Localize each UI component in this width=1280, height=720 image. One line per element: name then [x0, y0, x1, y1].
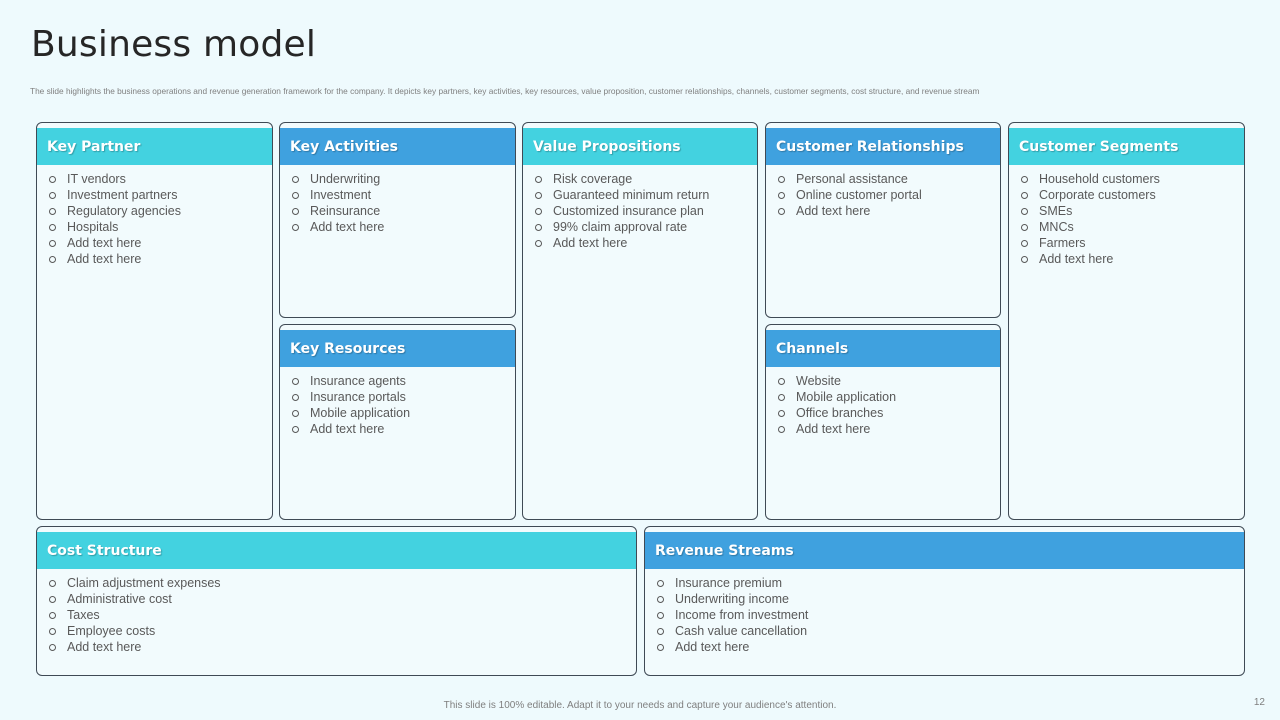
list-item-text: Farmers — [1039, 236, 1086, 250]
list-item-text: IT vendors — [67, 172, 126, 186]
customer-relationships-card — [765, 122, 1001, 318]
revenue-streams-header: Revenue Streams — [645, 532, 1244, 569]
list-item — [291, 421, 509, 437]
list-item-text: Household customers — [1039, 172, 1160, 186]
list-item — [656, 639, 1238, 655]
bullet-icon — [778, 426, 785, 433]
page-number: 12 — [1253, 697, 1265, 708]
list-item-text: Office branches — [796, 406, 884, 420]
slide-title: Business model — [31, 24, 317, 65]
list-item-text: Add text here — [310, 422, 385, 436]
revenue-streams-card — [644, 526, 1245, 676]
bullet-icon — [657, 612, 664, 619]
bullet-icon — [292, 224, 299, 231]
key-resources-list — [291, 373, 509, 437]
bullet-icon — [49, 580, 56, 587]
key-resources-header: Key Resources — [280, 330, 515, 367]
bullet-icon — [292, 208, 299, 215]
channels-card — [765, 324, 1001, 520]
bullet-icon — [778, 192, 785, 199]
list-item — [534, 187, 751, 203]
list-item — [48, 171, 266, 187]
bullet-icon — [292, 410, 299, 417]
list-item — [656, 591, 1238, 607]
list-item — [777, 203, 994, 219]
list-item-text: Risk coverage — [553, 172, 633, 186]
bullet-icon — [49, 176, 56, 183]
bullet-icon — [1021, 224, 1028, 231]
list-item — [48, 575, 630, 591]
list-item — [777, 405, 994, 421]
bullet-icon — [49, 596, 56, 603]
bullet-icon — [49, 192, 56, 199]
cost-structure-card — [36, 526, 637, 676]
list-item-text: Guaranteed minimum return — [553, 188, 710, 202]
bullet-icon — [49, 644, 56, 651]
bullet-icon — [292, 378, 299, 385]
list-item-text: Insurance premium — [675, 576, 782, 590]
list-item — [656, 623, 1238, 639]
list-item-text: Taxes — [67, 608, 100, 622]
key-resources-card — [279, 324, 516, 520]
bullet-icon — [657, 628, 664, 635]
bullet-icon — [1021, 208, 1028, 215]
list-item — [777, 389, 994, 405]
bullet-icon — [49, 628, 56, 635]
list-item-text: 99% claim approval rate — [553, 220, 688, 234]
list-item-text: Add text here — [310, 220, 385, 234]
bullet-icon — [778, 394, 785, 401]
list-item-text: Investment partners — [67, 188, 178, 202]
bullet-icon — [292, 176, 299, 183]
bullet-icon — [292, 192, 299, 199]
list-item — [534, 171, 751, 187]
list-item-text: MNCs — [1039, 220, 1074, 234]
list-item — [48, 623, 630, 639]
cost-structure-list — [48, 575, 630, 655]
list-item-text: Insurance portals — [310, 390, 406, 404]
bullet-icon — [1021, 256, 1028, 263]
list-item-text: Regulatory agencies — [67, 204, 181, 218]
list-item-text: Underwriting income — [675, 592, 789, 606]
list-item-text: Investment — [310, 188, 372, 202]
list-item-text: Mobile application — [796, 390, 897, 404]
cost-structure-header: Cost Structure — [37, 532, 636, 569]
customer-segments-card — [1008, 122, 1245, 520]
list-item — [291, 171, 509, 187]
list-item — [48, 219, 266, 235]
list-item — [656, 607, 1238, 623]
list-item — [1020, 203, 1238, 219]
list-item — [48, 607, 630, 623]
list-item — [291, 373, 509, 389]
customer-segments-header: Customer Segments — [1009, 128, 1244, 165]
bullet-icon — [49, 224, 56, 231]
list-item — [777, 421, 994, 437]
bullet-icon — [1021, 240, 1028, 247]
key-partner-list — [48, 171, 266, 267]
list-item — [48, 235, 266, 251]
list-item-text: Add text here — [67, 252, 142, 266]
customer-segments-list — [1020, 171, 1238, 267]
revenue-streams-list — [656, 575, 1238, 655]
list-item — [291, 219, 509, 235]
list-item-text: Add text here — [796, 204, 871, 218]
key-activities-header: Key Activities — [280, 128, 515, 165]
bullet-icon — [778, 410, 785, 417]
customer-relationships-header: Customer Relationships — [766, 128, 1000, 165]
customer-relationships-list — [777, 171, 994, 219]
list-item-text: Reinsurance — [310, 204, 381, 218]
list-item — [534, 235, 751, 251]
list-item — [48, 187, 266, 203]
value-propositions-card — [522, 122, 758, 520]
list-item-text: Online customer portal — [796, 188, 922, 202]
list-item — [1020, 251, 1238, 267]
list-item — [777, 171, 994, 187]
list-item — [1020, 187, 1238, 203]
bullet-icon — [535, 192, 542, 199]
bullet-icon — [49, 256, 56, 263]
list-item — [1020, 235, 1238, 251]
key-partner-card — [36, 122, 273, 520]
list-item — [1020, 171, 1238, 187]
list-item-text: Employee costs — [67, 624, 156, 638]
list-item — [291, 187, 509, 203]
list-item-text: Add text here — [675, 640, 750, 654]
list-item-text: Add text here — [1039, 252, 1114, 266]
list-item-text: Administrative cost — [67, 592, 172, 606]
bullet-icon — [49, 240, 56, 247]
bullet-icon — [292, 394, 299, 401]
channels-list — [777, 373, 994, 437]
list-item-text: SMEs — [1039, 204, 1073, 218]
key-activities-card — [279, 122, 516, 318]
list-item-text: Underwriting — [310, 172, 381, 186]
bullet-icon — [778, 208, 785, 215]
list-item-text: Website — [796, 374, 841, 388]
list-item — [1020, 219, 1238, 235]
bullet-icon — [535, 240, 542, 247]
bullet-icon — [1021, 192, 1028, 199]
list-item-text: Personal assistance — [796, 172, 908, 186]
list-item-text: Customized insurance plan — [553, 204, 704, 218]
list-item-text: Add text here — [67, 640, 142, 654]
key-activities-list — [291, 171, 509, 235]
bullet-icon — [657, 580, 664, 587]
bullet-icon — [535, 224, 542, 231]
value-propositions-list — [534, 171, 751, 251]
bullet-icon — [49, 612, 56, 619]
list-item-text: Add text here — [796, 422, 871, 436]
list-item — [534, 219, 751, 235]
list-item — [656, 575, 1238, 591]
list-item-text: Income from investment — [675, 608, 809, 622]
list-item — [291, 203, 509, 219]
bullet-icon — [778, 176, 785, 183]
bullet-icon — [292, 426, 299, 433]
list-item-text: Add text here — [67, 236, 142, 250]
bullet-icon — [535, 176, 542, 183]
bullet-icon — [535, 208, 542, 215]
list-item-text: Mobile application — [310, 406, 411, 420]
list-item — [48, 591, 630, 607]
list-item — [777, 373, 994, 389]
slide-subtitle: The slide highlights the business operations and revenue generation framework for the company. It depicts key partners, key activities, key resources, value proposition, customer relationships, channels, customer segments, cost structure, and revenue stream — [30, 86, 980, 96]
list-item — [777, 187, 994, 203]
list-item-text: Add text here — [553, 236, 628, 250]
list-item — [291, 405, 509, 421]
list-item — [534, 203, 751, 219]
list-item — [48, 203, 266, 219]
list-item-text: Insurance agents — [310, 374, 406, 388]
bullet-icon — [778, 378, 785, 385]
list-item — [48, 251, 266, 267]
channels-header: Channels — [766, 330, 1000, 367]
bullet-icon — [49, 208, 56, 215]
bullet-icon — [657, 644, 664, 651]
list-item — [48, 639, 630, 655]
list-item-text: Corporate customers — [1039, 188, 1156, 202]
slide-footer: This slide is 100% editable. Adapt it to your needs and capture your audience's attention. — [443, 700, 837, 711]
list-item-text: Hospitals — [67, 220, 119, 234]
bullet-icon — [1021, 176, 1028, 183]
key-partner-header: Key Partner — [37, 128, 272, 165]
value-propositions-header: Value Propositions — [523, 128, 757, 165]
bullet-icon — [657, 596, 664, 603]
list-item-text: Cash value cancellation — [675, 624, 808, 638]
list-item-text: Claim adjustment expenses — [67, 576, 221, 590]
list-item — [291, 389, 509, 405]
